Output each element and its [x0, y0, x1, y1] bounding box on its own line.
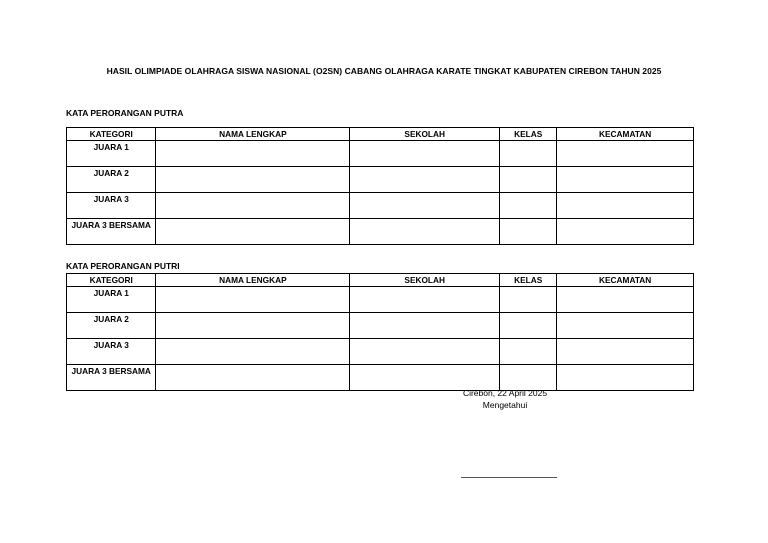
header-kecamatan: KECAMATAN: [557, 274, 694, 287]
category-cell: JUARA 3 BERSAMA: [67, 219, 156, 245]
class-cell[interactable]: [500, 193, 557, 219]
results-table-putra: [66, 127, 694, 245]
school-cell[interactable]: [350, 141, 500, 167]
class-cell[interactable]: [500, 287, 557, 313]
place-date: Cirebon, 22 April 2025: [462, 388, 548, 398]
table-row: [67, 287, 694, 313]
name-cell[interactable]: [156, 365, 350, 391]
table-row: [67, 339, 694, 365]
table-row: [67, 365, 694, 391]
school-cell[interactable]: [350, 313, 500, 339]
category-cell: JUARA 3: [67, 193, 156, 219]
school-cell[interactable]: [350, 339, 500, 365]
header-sekolah: SEKOLAH: [350, 274, 500, 287]
name-cell[interactable]: [156, 219, 350, 245]
document-title: HASIL OLIMPIADE OLAHRAGA SISWA NASIONAL (O2SN) CABANG OLAHRAGA KARATE TINGKAT KABUPATEN CIREBON TAHUN 2025: [106, 66, 662, 76]
district-cell[interactable]: [557, 219, 694, 245]
category-cell: JUARA 3 BERSAMA: [67, 365, 156, 391]
name-cell[interactable]: [156, 287, 350, 313]
header-kelas: KELAS: [500, 274, 557, 287]
school-cell[interactable]: [350, 193, 500, 219]
section-label-putra: KATA PERORANGAN PUTRA: [66, 108, 184, 118]
district-cell[interactable]: [557, 339, 694, 365]
category-cell: JUARA 3: [67, 339, 156, 365]
category-cell: JUARA 1: [67, 287, 156, 313]
acknowledged-label: Mengetahui: [482, 400, 528, 410]
table-header-row: [67, 128, 694, 141]
name-cell[interactable]: [156, 313, 350, 339]
district-cell[interactable]: [557, 167, 694, 193]
table-header-row: [67, 274, 694, 287]
table-row: [67, 313, 694, 339]
header-kategori: KATEGORI: [67, 128, 156, 141]
school-cell[interactable]: [350, 365, 500, 391]
name-cell[interactable]: [156, 193, 350, 219]
header-kecamatan: KECAMATAN: [557, 128, 694, 141]
header-nama-lengkap: NAMA LENGKAP: [156, 128, 350, 141]
name-cell[interactable]: [156, 339, 350, 365]
category-cell: JUARA 1: [67, 141, 156, 167]
category-cell: JUARA 2: [67, 167, 156, 193]
school-cell[interactable]: [350, 287, 500, 313]
table-row: [67, 167, 694, 193]
class-cell[interactable]: [500, 313, 557, 339]
header-kelas: KELAS: [500, 128, 557, 141]
district-cell[interactable]: [557, 141, 694, 167]
header-nama-lengkap: NAMA LENGKAP: [156, 274, 350, 287]
category-cell: JUARA 2: [67, 313, 156, 339]
table-row: [67, 193, 694, 219]
district-cell[interactable]: [557, 287, 694, 313]
header-sekolah: SEKOLAH: [350, 128, 500, 141]
name-cell[interactable]: [156, 141, 350, 167]
district-cell[interactable]: [557, 313, 694, 339]
results-table-putri: [66, 273, 694, 391]
class-cell[interactable]: [500, 141, 557, 167]
class-cell[interactable]: [500, 365, 557, 391]
class-cell[interactable]: [500, 219, 557, 245]
header-kategori: KATEGORI: [67, 274, 156, 287]
district-cell[interactable]: [557, 365, 694, 391]
name-cell[interactable]: [156, 167, 350, 193]
district-cell[interactable]: [557, 193, 694, 219]
table-row: [67, 141, 694, 167]
table-row: [67, 219, 694, 245]
school-cell[interactable]: [350, 219, 500, 245]
class-cell[interactable]: [500, 339, 557, 365]
section-label-putri: KATA PERORANGAN PUTRI: [66, 261, 180, 271]
signature-line: [461, 477, 557, 478]
school-cell[interactable]: [350, 167, 500, 193]
class-cell[interactable]: [500, 167, 557, 193]
